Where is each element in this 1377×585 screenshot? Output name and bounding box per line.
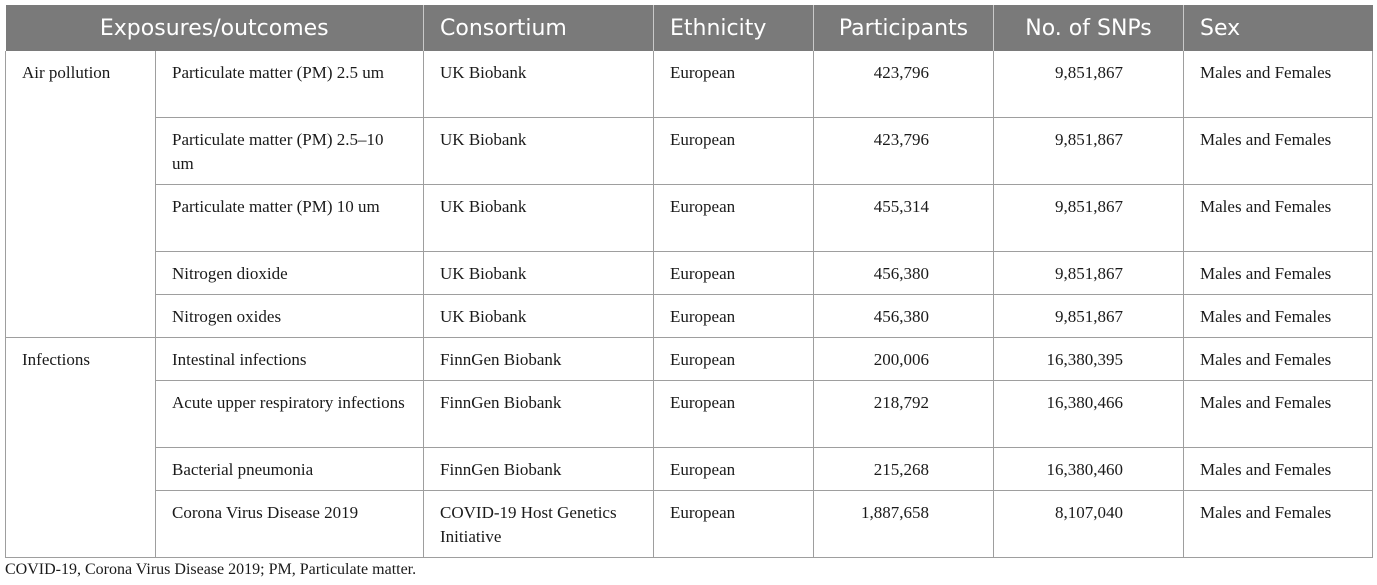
table-row [6, 185, 1373, 252]
participants-cell: 423,796 [814, 51, 994, 118]
snps-cell: 9,851,867 [994, 185, 1184, 252]
consortium-cell: FinnGen Biobank [424, 381, 654, 448]
ethnicity-cell: European [654, 491, 814, 558]
table-row [6, 448, 1373, 491]
participants-cell: 215,268 [814, 448, 994, 491]
consortium-cell: COVID-19 Host Genetics Initiative [424, 491, 654, 558]
snps-cell: 16,380,395 [994, 338, 1184, 381]
sex-cell: Males and Females [1184, 381, 1373, 448]
snps-cell: 9,851,867 [994, 51, 1184, 118]
consortium-cell: UK Biobank [424, 185, 654, 252]
data-table-container [5, 5, 1372, 558]
consortium-cell: UK Biobank [424, 252, 654, 295]
table-row [6, 491, 1373, 558]
exposure-cell: Particulate matter (PM) 2.5 um [156, 51, 424, 118]
table-header [6, 5, 1373, 51]
sex-cell: Males and Females [1184, 51, 1373, 118]
exposure-cell: Particulate matter (PM) 10 um [156, 185, 424, 252]
ethnicity-cell: European [654, 252, 814, 295]
consortium-cell: FinnGen Biobank [424, 448, 654, 491]
snps-cell: 9,851,867 [994, 252, 1184, 295]
consortium-cell: UK Biobank [424, 118, 654, 185]
sex-cell: Males and Females [1184, 448, 1373, 491]
snps-cell: 8,107,040 [994, 491, 1184, 558]
table-row [6, 252, 1373, 295]
participants-cell: 1,887,658 [814, 491, 994, 558]
header-exposures: Exposures/outcomes [6, 5, 424, 51]
ethnicity-cell: European [654, 448, 814, 491]
exposures-table [5, 5, 1373, 558]
ethnicity-cell: European [654, 295, 814, 338]
consortium-cell: UK Biobank [424, 51, 654, 118]
table-row [6, 118, 1373, 185]
table-row [6, 295, 1373, 338]
exposure-cell: Particulate matter (PM) 2.5–10 um [156, 118, 424, 185]
snps-cell: 16,380,466 [994, 381, 1184, 448]
header-consortium: Consortium [424, 5, 654, 51]
table-row [6, 338, 1373, 381]
consortium-cell: FinnGen Biobank [424, 338, 654, 381]
table-row [6, 51, 1373, 118]
header-participants: Participants [814, 5, 994, 51]
header-sex: Sex [1184, 5, 1373, 51]
ethnicity-cell: European [654, 51, 814, 118]
snps-cell: 9,851,867 [994, 118, 1184, 185]
header-snps: No. of SNPs [994, 5, 1184, 51]
header-ethnicity: Ethnicity [654, 5, 814, 51]
participants-cell: 218,792 [814, 381, 994, 448]
ethnicity-cell: European [654, 338, 814, 381]
table-footnote: COVID-19, Corona Virus Disease 2019; PM, Particulate matter. [5, 561, 417, 578]
exposure-cell: Corona Virus Disease 2019 [156, 491, 424, 558]
participants-cell: 200,006 [814, 338, 994, 381]
table-body [6, 51, 1373, 558]
sex-cell: Males and Females [1184, 185, 1373, 252]
snps-cell: 9,851,867 [994, 295, 1184, 338]
participants-cell: 456,380 [814, 252, 994, 295]
table-row [6, 381, 1373, 448]
sex-cell: Males and Females [1184, 338, 1373, 381]
sex-cell: Males and Females [1184, 252, 1373, 295]
ethnicity-cell: European [654, 118, 814, 185]
category-cell: Air pollution [6, 51, 156, 338]
participants-cell: 423,796 [814, 118, 994, 185]
consortium-cell: UK Biobank [424, 295, 654, 338]
participants-cell: 455,314 [814, 185, 994, 252]
exposure-cell: Acute upper respiratory infections [156, 381, 424, 448]
category-cell: Infections [6, 338, 156, 558]
exposure-cell: Nitrogen dioxide [156, 252, 424, 295]
sex-cell: Males and Females [1184, 118, 1373, 185]
exposure-cell: Intestinal infections [156, 338, 424, 381]
participants-cell: 456,380 [814, 295, 994, 338]
exposure-cell: Nitrogen oxides [156, 295, 424, 338]
exposure-cell: Bacterial pneumonia [156, 448, 424, 491]
ethnicity-cell: European [654, 185, 814, 252]
sex-cell: Males and Females [1184, 491, 1373, 558]
sex-cell: Males and Females [1184, 295, 1373, 338]
ethnicity-cell: European [654, 381, 814, 448]
snps-cell: 16,380,460 [994, 448, 1184, 491]
